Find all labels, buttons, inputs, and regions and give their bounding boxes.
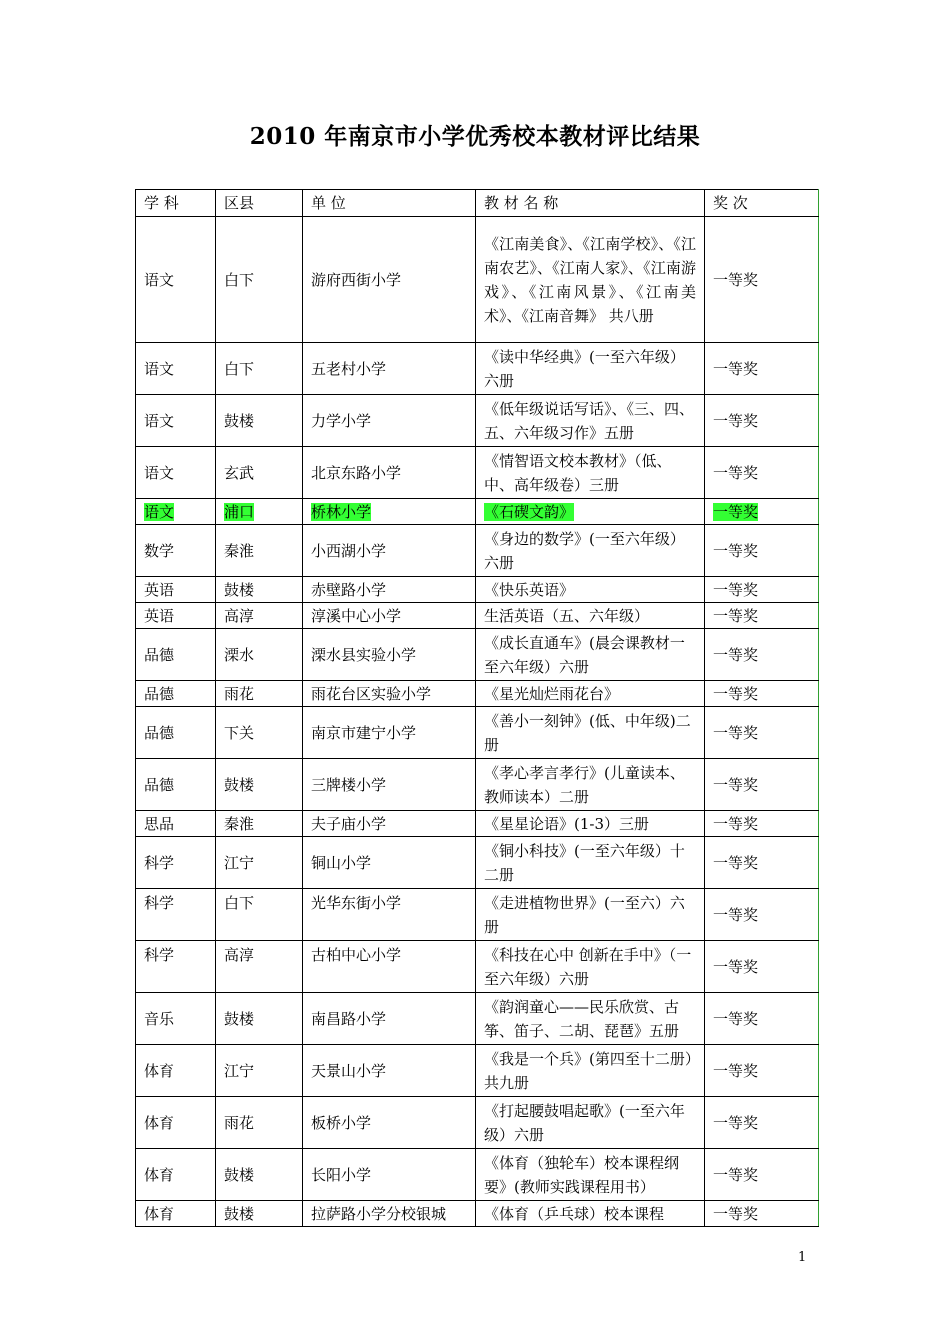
cell-material: 《体育（乒乓球）校本课程 — [476, 1201, 705, 1227]
cell-award: 一等奖 — [705, 395, 819, 447]
cell-material: 《江南美食》、《江南学校》、《江南农艺》、《江南人家》、《江南游戏》、《江南风景》、《江南美术》、《江南音舞》 共八册 — [476, 217, 705, 343]
cell-subject: 英语 — [136, 577, 216, 603]
cell-district — [216, 499, 303, 525]
highlighted-text: 桥林小学 — [311, 502, 372, 521]
table-row — [136, 707, 819, 759]
cell-material: 《韵润童心——民乐欣赏、古筝、笛子、二胡、琵琶》五册 — [476, 993, 705, 1045]
cell-award: 一等奖 — [705, 217, 819, 343]
cell-award: 一等奖 — [705, 1149, 819, 1201]
cell-subject: 语文 — [136, 343, 216, 395]
cell-unit: 板桥小学 — [303, 1097, 476, 1149]
cell-unit: 五老村小学 — [303, 343, 476, 395]
table-row — [136, 1201, 819, 1227]
cell-subject: 语文 — [136, 447, 216, 499]
cell-district: 下关 — [216, 707, 303, 759]
cell-unit — [303, 499, 476, 525]
cell-award: 一等奖 — [705, 811, 819, 837]
header-award: 奖 次 — [705, 190, 819, 217]
cell-district: 秦淮 — [216, 811, 303, 837]
cell-subject: 数学 — [136, 525, 216, 577]
cell-district: 江宁 — [216, 837, 303, 889]
cell-subject: 科学 — [136, 941, 216, 993]
cell-material: 《情智语文校本教材》（低、中、高年级卷）三册 — [476, 447, 705, 499]
highlighted-text: 浦口 — [224, 502, 255, 521]
cell-unit: 天景山小学 — [303, 1045, 476, 1097]
cell-award: 一等奖 — [705, 1045, 819, 1097]
cell-award: 一等奖 — [705, 1201, 819, 1227]
cell-award: 一等奖 — [705, 941, 819, 993]
cell-award: 一等奖 — [705, 993, 819, 1045]
cell-unit: 长阳小学 — [303, 1149, 476, 1201]
cell-district: 玄武 — [216, 447, 303, 499]
table-row — [136, 217, 819, 343]
cell-district: 鼓楼 — [216, 759, 303, 811]
cell-district: 白下 — [216, 343, 303, 395]
cell-subject: 品德 — [136, 707, 216, 759]
cell-unit: 赤壁路小学 — [303, 577, 476, 603]
header-material: 教 材 名 称 — [476, 190, 705, 217]
cell-material: 《体育（独轮车）校本课程纲要》(教师实践课程用书） — [476, 1149, 705, 1201]
cell-award: 一等奖 — [705, 525, 819, 577]
cell-award: 一等奖 — [705, 629, 819, 681]
cell-award: 一等奖 — [705, 447, 819, 499]
cell-unit: 南昌路小学 — [303, 993, 476, 1045]
cell-unit: 南京市建宁小学 — [303, 707, 476, 759]
cell-material: 《读中华经典》(一至六年级）六册 — [476, 343, 705, 395]
cell-district: 高淳 — [216, 941, 303, 993]
table-row — [136, 577, 819, 603]
cell-material: 生活英语（五、六年级） — [476, 603, 705, 629]
cell-subject — [136, 499, 216, 525]
table-row — [136, 1045, 819, 1097]
cell-material: 《星星论语》(1-3）三册 — [476, 811, 705, 837]
table-row — [136, 837, 819, 889]
cell-subject: 科学 — [136, 837, 216, 889]
cell-district: 江宁 — [216, 1045, 303, 1097]
table-row — [136, 343, 819, 395]
cell-subject: 体育 — [136, 1097, 216, 1149]
cell-unit: 古柏中心小学 — [303, 941, 476, 993]
table-row — [136, 941, 819, 993]
highlighted-text: 《石碶文韵》 — [484, 502, 575, 521]
table-row — [136, 993, 819, 1045]
cell-unit: 力学小学 — [303, 395, 476, 447]
table-row — [136, 629, 819, 681]
table-row-highlighted — [136, 499, 819, 525]
cell-unit: 铜山小学 — [303, 837, 476, 889]
header-unit: 单 位 — [303, 190, 476, 217]
cell-subject: 语文 — [136, 217, 216, 343]
table-row — [136, 811, 819, 837]
cell-unit: 溧水县实验小学 — [303, 629, 476, 681]
header-district: 区县 — [216, 190, 303, 217]
cell-award — [705, 499, 819, 525]
cell-subject: 科学 — [136, 889, 216, 941]
cell-district: 溧水 — [216, 629, 303, 681]
cell-subject: 体育 — [136, 1149, 216, 1201]
cell-district: 雨花 — [216, 1097, 303, 1149]
cell-material: 《善小一刻钟》(低、中年级)二册 — [476, 707, 705, 759]
cell-unit: 雨花台区实验小学 — [303, 681, 476, 707]
cell-material: 《我是一个兵》(第四至十二册）共九册 — [476, 1045, 705, 1097]
page-number: 1 — [798, 1250, 807, 1265]
cell-material: 《身边的数学》(一至六年级）六册 — [476, 525, 705, 577]
highlighted-text: 一等奖 — [713, 502, 759, 521]
cell-material: 《星光灿烂雨花台》 — [476, 681, 705, 707]
cell-district: 白下 — [216, 217, 303, 343]
cell-material: 《铜小科技》(一至六年级）十二册 — [476, 837, 705, 889]
cell-material: 《科技在心中 创新在手中》（一至六年级）六册 — [476, 941, 705, 993]
table-row — [136, 1149, 819, 1201]
cell-material: 《低年级说话写话》、《三、四、五、六年级习作》五册 — [476, 395, 705, 447]
cell-award: 一等奖 — [705, 343, 819, 395]
table-header-row — [136, 190, 819, 217]
cell-material: 《成长直通车》(晨会课教材一至六年级）六册 — [476, 629, 705, 681]
cell-award: 一等奖 — [705, 707, 819, 759]
cell-unit: 拉萨路小学分校银城 — [303, 1201, 476, 1227]
table-row — [136, 889, 819, 941]
cell-award: 一等奖 — [705, 837, 819, 889]
cell-subject: 品德 — [136, 629, 216, 681]
cell-material: 《打起腰鼓唱起歌》(一至六年级）六册 — [476, 1097, 705, 1149]
cell-unit: 三牌楼小学 — [303, 759, 476, 811]
cell-material: 《孝心孝言孝行》(儿童读本、教师读本）二册 — [476, 759, 705, 811]
cell-district: 白下 — [216, 889, 303, 941]
cell-material: 《走进植物世界》(一至六）六册 — [476, 889, 705, 941]
cell-award: 一等奖 — [705, 1097, 819, 1149]
cell-unit: 光华东街小学 — [303, 889, 476, 941]
cell-unit: 小西湖小学 — [303, 525, 476, 577]
cell-district: 秦淮 — [216, 525, 303, 577]
cell-award: 一等奖 — [705, 603, 819, 629]
table-row — [136, 447, 819, 499]
cell-award: 一等奖 — [705, 889, 819, 941]
cell-district: 雨花 — [216, 681, 303, 707]
awards-table — [135, 189, 819, 1227]
cell-unit: 淳溪中心小学 — [303, 603, 476, 629]
cell-district: 鼓楼 — [216, 1201, 303, 1227]
cell-unit: 北京东路小学 — [303, 447, 476, 499]
cell-district: 鼓楼 — [216, 577, 303, 603]
cell-subject: 体育 — [136, 1045, 216, 1097]
cell-subject: 品德 — [136, 681, 216, 707]
table-row — [136, 1097, 819, 1149]
cell-subject: 体育 — [136, 1201, 216, 1227]
cell-material: 《快乐英语》 — [476, 577, 705, 603]
cell-district: 鼓楼 — [216, 395, 303, 447]
cell-unit: 游府西街小学 — [303, 217, 476, 343]
document-title: 2010 年南京市小学优秀校本教材评比结果 — [249, 123, 701, 150]
cell-district: 鼓楼 — [216, 1149, 303, 1201]
cell-subject: 音乐 — [136, 993, 216, 1045]
table-row — [136, 681, 819, 707]
cell-award: 一等奖 — [705, 577, 819, 603]
header-subject: 学 科 — [136, 190, 216, 217]
highlighted-text: 语文 — [144, 502, 175, 521]
cell-subject: 思品 — [136, 811, 216, 837]
cell-award: 一等奖 — [705, 759, 819, 811]
cell-district: 高淳 — [216, 603, 303, 629]
table-row — [136, 525, 819, 577]
cell-material — [476, 499, 705, 525]
cell-award: 一等奖 — [705, 681, 819, 707]
cell-subject: 品德 — [136, 759, 216, 811]
cell-subject: 语文 — [136, 395, 216, 447]
table-row — [136, 395, 819, 447]
table-row — [136, 759, 819, 811]
table-row — [136, 603, 819, 629]
cell-unit: 夫子庙小学 — [303, 811, 476, 837]
cell-district: 鼓楼 — [216, 993, 303, 1045]
cell-subject: 英语 — [136, 603, 216, 629]
